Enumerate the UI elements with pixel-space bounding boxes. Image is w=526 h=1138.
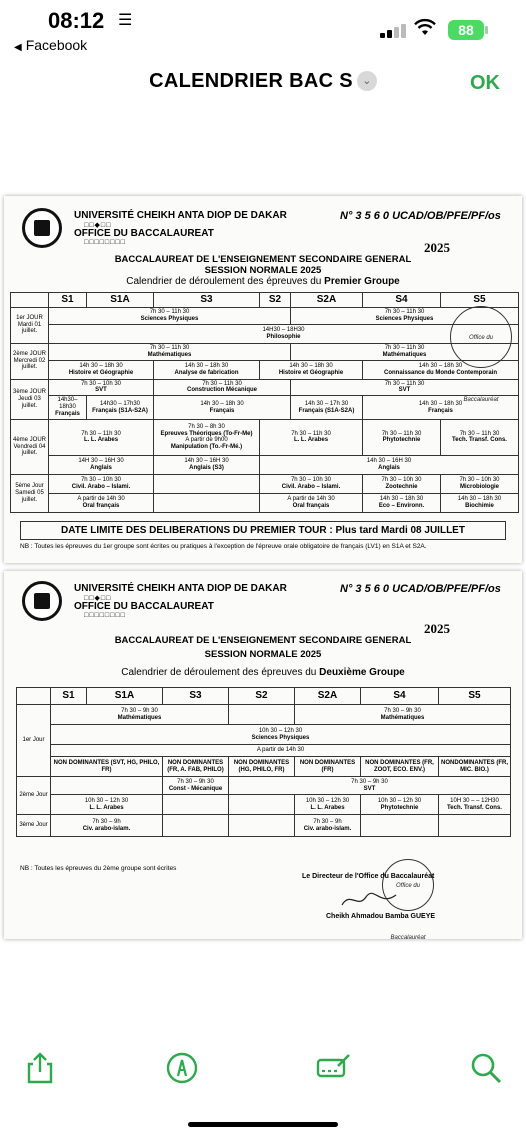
schedule-cell: 10h 30 – 12h 30 L. L. Arabes: [51, 795, 163, 815]
day-label: 1er JOUR Mardi 01 juillet.: [11, 307, 49, 343]
bottom-toolbar: [0, 1040, 526, 1100]
schedule-cell: 7h 30 – 11h 30 Mathématiques: [49, 343, 291, 360]
schedule-cell: 10h 30 – 12h 30 Phytotechnie: [361, 795, 439, 815]
schedule-cell: A partir de 14h 30: [51, 745, 511, 757]
exam-title: BACCALAUREAT DE L'ENSEIGNEMENT SECONDAIRE GENERAL: [114, 254, 412, 265]
schedule-cell: 14h 30 – 18h 30 Biochimie: [441, 493, 519, 512]
document-year: 2025: [424, 621, 450, 636]
col-header: S5: [441, 293, 519, 308]
schedule-cell: NON DOMINANTES (SVT, HG, PHILO, FR): [51, 757, 163, 777]
calendar-subtitle: Calendrier de déroulement des épreuves du Deuxième Groupe: [121, 667, 405, 678]
schedule-cell: 14H30 – 18H30 Philosophie: [49, 324, 519, 343]
search-icon[interactable]: [468, 1050, 504, 1086]
status-time: 08:12: [48, 8, 105, 33]
schedule-cell: 14h 30 – 18h 30 Français: [154, 396, 291, 420]
share-icon[interactable]: [22, 1050, 58, 1086]
day-label: 2ème Jour: [17, 777, 51, 815]
col-header: S2A: [291, 293, 363, 308]
day-label: 3ème Jour: [17, 815, 51, 837]
university-logo: [22, 581, 62, 621]
schedule-cell: 14h 30 – 18h 30 Connaissance du Monde Contemporain: [363, 360, 519, 379]
deliberation-deadline: DATE LIMITE DES DELIBERATIONS DU PREMIER TOUR : Plus tard Mardi 08 JUILLET: [20, 521, 506, 540]
status-bar: [0, 0, 526, 60]
schedule-cell: 7h 30 – 9h Civ. arabo-islam.: [51, 815, 163, 837]
day-label: 3ème JOUR Jeudi 03 juillet.: [11, 379, 49, 419]
director-title: Le Directeur de l'Office du Baccalauréat: [302, 873, 435, 880]
schedule-cell: 7h 30 – 10h 30 Microbiologie: [441, 474, 519, 493]
schedule-cell: 7h 30 – 11h 30 Sciences Physiques: [291, 307, 519, 324]
schedule-cell: 7h 30 – 9h 30 Mathématiques: [51, 705, 229, 725]
col-header: S3: [163, 688, 229, 705]
schedule-cell: NON DOMINANTES (FR, A. FAB, PHILO): [163, 757, 229, 777]
signature-icon[interactable]: [316, 1050, 352, 1086]
schedule-cell: 7h 30 – 11h 30 Tech. Transf. Cons.: [441, 419, 519, 455]
schedule-cell: 14h 30 – 18h 30 Eco – Environn.: [363, 493, 441, 512]
schedule-cell: 14h 30 – 18h 30 Analyse de fabrication: [154, 360, 260, 379]
schedule-cell: 14h30–18h30 Français: [49, 396, 87, 420]
session-title: SESSION NORMALE 2025: [204, 649, 322, 660]
note-text: NB : Toutes les épreuves du 1er groupe sont écrites ou pratiques à l'exception de l'épreuve orale obligatoire de français (LV1) en S1A et S2A.: [20, 543, 427, 550]
col-header: S1: [51, 688, 87, 705]
document-page-1[interactable]: UNIVERSITÉ CHEIKH ANTA DIOP DE DAKAR □□◆□□ OFFICE DU BACCALAUREAT □□□□□□□□ N° 3 5 6 0 UCAD/OB/PFE/PF/os 2025 BACCALAUREAT DE L'ENSEIGNEMENT SECONDAIRE GENERAL SESSION NORMALE 2025 Calendrier de déroulement des épreuves du Premier Groupe S1 S1A S3 S2 S2A S4 S5 1er JOUR Mardi 01 juillet. 7h 30 – 11h 30 Sciences Physiques 7h 30 – 11h 30 Sciences Physiques 14H30 – 18H30 Philosophie 2ème JOUR Mercredi 02 juillet. 7h 30 – 11h 30 Mathématiques 7h 30 – 11h 30 Mathématiques 14h 30 – 18h 30 Histoire et Géographie 14h 30 – 18h 30 Analyse de fabrication 14h 30 – 18h 30 Histoire et Géographie 14h 30 – 18h 30 Connaissance du Monde Contemporain 3ème JOUR Jeudi 03 juillet. 7h 30 – 10h 30 SVT 7h 30 – 11h 30 Construction Mécanique 7h 30 – 11h 30 SVT 14h30–18h30 Français 14h30 – 17h30 Français (S1A-S2A) 14h 30 – 18h 30 Français 14h 30 – 17h 30 Français (S1A-S2A) 14h 30 – 18h 30 Français 4ème JOUR Vendredi 04 juillet. 7h 30 – 11h 30 L. L. Arabes 7h 30 – 8h 30 Epreuves Théoriques (To-Fr-Me) A partir de 9h00 Manipulation (To.-Fr-Mé.) 7h 30 – 11h 30 L. L. Arabes 7h 30 – 11h 30 Phytotechnie 7h 30 – 11h 30 Tech. Transf. Cons. 14H 30 – 16H 30 Anglais 14h 30 – 16H 30 Anglais (S3) 14h 30 – 16H 30 Anglais 5ème Jour Samedi 05 juillet. 7h 30 – 10h 30 Civil. Arabo – Islami. 7h 30 – 10h 30 Civil. Arabo – Islami. 7h 30 – 10h 30 Zootechnie 7h 30 – 10h 30 Microbiologie A partir de 14h 30 Oral français A partir de 14h 30 Oral français 14h 30 – 18h 30 Eco – Environn. 14h 30 – 18h 30 Biochimie DATE LIMITE DES DELIBERATIONS DU PREMIER TOUR : Plus tard Mardi 08 JUILLET NB : Toutes les épreuves du 1er groupe sont écrites ou pratiques à l'exception de l'épreuve orale obligatoire de français (LV1) en S1A et S2A. Office du Baccalauréat: [4, 196, 522, 563]
cellular-signal-icon: [380, 22, 408, 38]
schedule-cell: 7h 30 – 10h 30 Zootechnie: [363, 474, 441, 493]
schedule-cell: 14h30 – 17h30 Français (S1A-S2A): [87, 396, 154, 420]
schedule-cell: 7h 30 – 8h 30 Epreuves Théoriques (To-Fr-Me) A partir de 9h00 Manipulation (To.-Fr-Mé.): [154, 419, 260, 455]
office-stamp: Office du Baccalauréat: [450, 306, 512, 368]
schedule-cell: NONDOMINANTES (FR, MIC. BIO.): [439, 757, 511, 777]
schedule-cell: 7h 30 – 9h 30 Mathématiques: [295, 705, 511, 725]
schedule-cell: 10H 30 – – 12H30 Tech. Transf. Cons.: [439, 795, 511, 815]
schedule-cell: 7h 30 – 11h 30 Construction Mécanique: [154, 379, 291, 396]
col-header: S5: [439, 688, 511, 705]
schedule-cell: 7h 30 – 11h 30 L. L. Arabes: [260, 419, 363, 455]
schedule-cell: [361, 815, 439, 837]
document-year: 2025: [424, 240, 450, 255]
wifi-icon: [414, 18, 436, 42]
schedule-cell: 14h 30 – 18h 30 Français: [363, 396, 519, 420]
schedule-cell: 14h 30 – 17h 30 Français (S1A-S2A): [291, 396, 363, 420]
battery-icon: [448, 20, 484, 40]
schedule-cell: 7h 30 – 11h 30 Sciences Physiques: [49, 307, 291, 324]
markup-pen-icon[interactable]: [164, 1050, 200, 1086]
col-header: S2: [229, 688, 295, 705]
schedule-cell: [229, 705, 295, 725]
first-group-schedule-table: [10, 292, 519, 513]
schedule-cell: NON DOMINANTES (FR): [295, 757, 361, 777]
battery-level: 88: [458, 22, 474, 38]
col-header: S2A: [295, 688, 361, 705]
col-header: S1A: [87, 293, 154, 308]
schedule-cell: 10h 30 – 12h 30 Sciences Physiques: [51, 725, 511, 745]
schedule-cell: 7h 30 – 10h 30 SVT: [49, 379, 154, 396]
back-app-label: Facebook: [25, 37, 88, 53]
office-name: OFFICE DU BACCALAUREAT: [74, 601, 214, 612]
calendar-subtitle: Calendrier de déroulement des épreuves du Premier Groupe: [126, 276, 400, 287]
day-label: 2ème JOUR Mercredi 02 juillet.: [11, 343, 49, 379]
col-header: S1A: [87, 688, 163, 705]
signature-drawing: [340, 889, 400, 911]
note-text: NB : Toutes les épreuves du 2ème groupe sont écrites: [20, 865, 177, 872]
schedule-cell: 7h 30 – 11h 30 L. L. Arabes: [49, 419, 154, 455]
day-label: 1er Jour: [17, 705, 51, 777]
schedule-cell: 7h 30 – 9h Civ. arabo-islam.: [295, 815, 361, 837]
university-logo: [22, 208, 62, 248]
back-triangle-icon: ◀: [14, 42, 22, 53]
second-group-schedule-table: [16, 687, 511, 837]
schedule-cell: 7h 30 – 10h 30 Civil. Arabo – Islami.: [260, 474, 363, 493]
schedule-cell: [229, 795, 295, 815]
reference-number: N° 3 5 6 0 UCAD/OB/PFE/PF/os: [340, 583, 501, 595]
ok-button[interactable]: OK: [470, 72, 500, 94]
schedule-cell: 14h 30 – 16H 30 Anglais: [260, 455, 519, 474]
chevron-down-icon[interactable]: ⌄: [357, 71, 377, 91]
schedule-cell: 7h 30 – 9h 30 Const - Mécanique: [163, 777, 229, 795]
university-name: UNIVERSITÉ CHEIKH ANTA DIOP DE DAKAR: [74, 210, 287, 221]
day-label: 5ème Jour Samedi 05 juillet.: [11, 474, 49, 512]
schedule-cell: 7h 30 – 11h 30 Phytotechnie: [363, 419, 441, 455]
office-name: OFFICE DU BACCALAUREAT: [74, 228, 214, 239]
signatory-name: Cheikh Ahmadou Bamba GUEYE: [326, 913, 436, 920]
schedule-cell: A partir de 14h 30 Oral français: [49, 493, 154, 512]
col-header: S4: [361, 688, 439, 705]
schedule-cell: 7h 30 – 11h 30 SVT: [291, 379, 519, 396]
office-stamp: Office du Baccalauréat: [382, 859, 434, 911]
schedule-cell: [439, 815, 511, 837]
schedule-cell: 7h 30 – 11h 30 Mathématiques: [291, 343, 519, 360]
schedule-cell: 14H 30 – 16H 30 Anglais: [49, 455, 154, 474]
col-header: S1: [49, 293, 87, 308]
schedule-cell: 7h 30 – 10h 30 Civil. Arabo – Islami.: [49, 474, 154, 493]
session-title: SESSION NORMALE 2025: [204, 265, 322, 276]
col-header: S4: [363, 293, 441, 308]
col-header: S3: [154, 293, 260, 308]
schedule-cell: 10h 30 – 12h 30 L. L. Arabes: [295, 795, 361, 815]
schedule-cell: [163, 815, 229, 837]
schedule-cell: NON DOMINANTES (HG, PHILO, FR): [229, 757, 295, 777]
schedule-cell: 14h 30 – 18h 30 Histoire et Géographie: [49, 360, 154, 379]
schedule-cell: 14h 30 – 16H 30 Anglais (S3): [154, 455, 260, 474]
schedule-cell: [163, 795, 229, 815]
schedule-cell: [154, 493, 260, 512]
col-header: S2: [260, 293, 291, 308]
schedule-cell: [51, 777, 163, 795]
document-title: CALENDRIER BAC S: [149, 70, 353, 92]
exam-title: BACCALAUREAT DE L'ENSEIGNEMENT SECONDAIRE GENERAL: [114, 635, 412, 646]
schedule-cell: 7h 30 – 9h 30 SVT: [229, 777, 511, 795]
day-label: 4ème JOUR Vendredi 04 juillet.: [11, 419, 49, 474]
university-name: UNIVERSITÉ CHEIKH ANTA DIOP DE DAKAR: [74, 583, 287, 594]
schedule-cell: NON DOMINANTES (FR, ZOOT, ECO. ENV.): [361, 757, 439, 777]
schedule-cell: A partir de 14h 30 Oral français: [260, 493, 363, 512]
schedule-cell: 14h 30 – 18h 30 Histoire et Géographie: [260, 360, 363, 379]
focus-list-icon: ☰: [118, 12, 133, 29]
home-indicator[interactable]: [188, 1122, 338, 1127]
schedule-cell: [229, 815, 295, 837]
document-title-bar[interactable]: [0, 70, 526, 102]
schedule-cell: [154, 474, 260, 493]
document-page-2[interactable]: UNIVERSITÉ CHEIKH ANTA DIOP DE DAKAR □□◆□□ OFFICE DU BACCALAUREAT □□□□□□□□ N° 3 5 6 0 UCAD/OB/PFE/PF/os 2025 BACCALAUREAT DE L'ENSEIGNEMENT SECONDAIRE GENERAL SESSION NORMALE 2025 Calendrier de déroulement des épreuves du Deuxième Groupe S1 S1A S3 S2 S2A S4 S5 1er Jour 7h 30 – 9h 30 Mathématiques 7h 30 – 9h 30 Mathématiques 10h 30 – 12h 30 Sciences Physiques A partir de 14h 30 NON DOMINANTES (SVT, HG, PHILO, FR) NON DOMINANTES (FR, A. FAB, PHILO) NON DOMINANTES (HG, PHILO, FR) NON DOMINANTES (FR) NON DOMINANTES (FR, ZOOT, ECO. ENV.) NONDOMINANTES (FR, MIC. BIO.) 2ème Jour 7h 30 – 9h 30 Const - Mécanique 7h 30 – 9h 30 SVT 10h 30 – 12h 30 L. L. Arabes 10h 30 – 12h 30 L. L. Arabes 10h 30 – 12h 30 Phytotechnie 10H 30 – – 12H30 Tech. Transf. Cons. 3ème Jour 7h 30 – 9h Civ. arabo-islam. 7h 30 – 9h Civ. arabo-islam. NB : Toutes les épreuves du 2ème groupe sont écrites Le Directeur de l'Office du Baccalauréat Office du Baccalauréat Cheikh Ahmadou Bamba GUEYE: [4, 571, 522, 939]
reference-number: N° 3 5 6 0 UCAD/OB/PFE/PF/os: [340, 210, 501, 222]
back-to-app-link[interactable]: [14, 37, 87, 53]
